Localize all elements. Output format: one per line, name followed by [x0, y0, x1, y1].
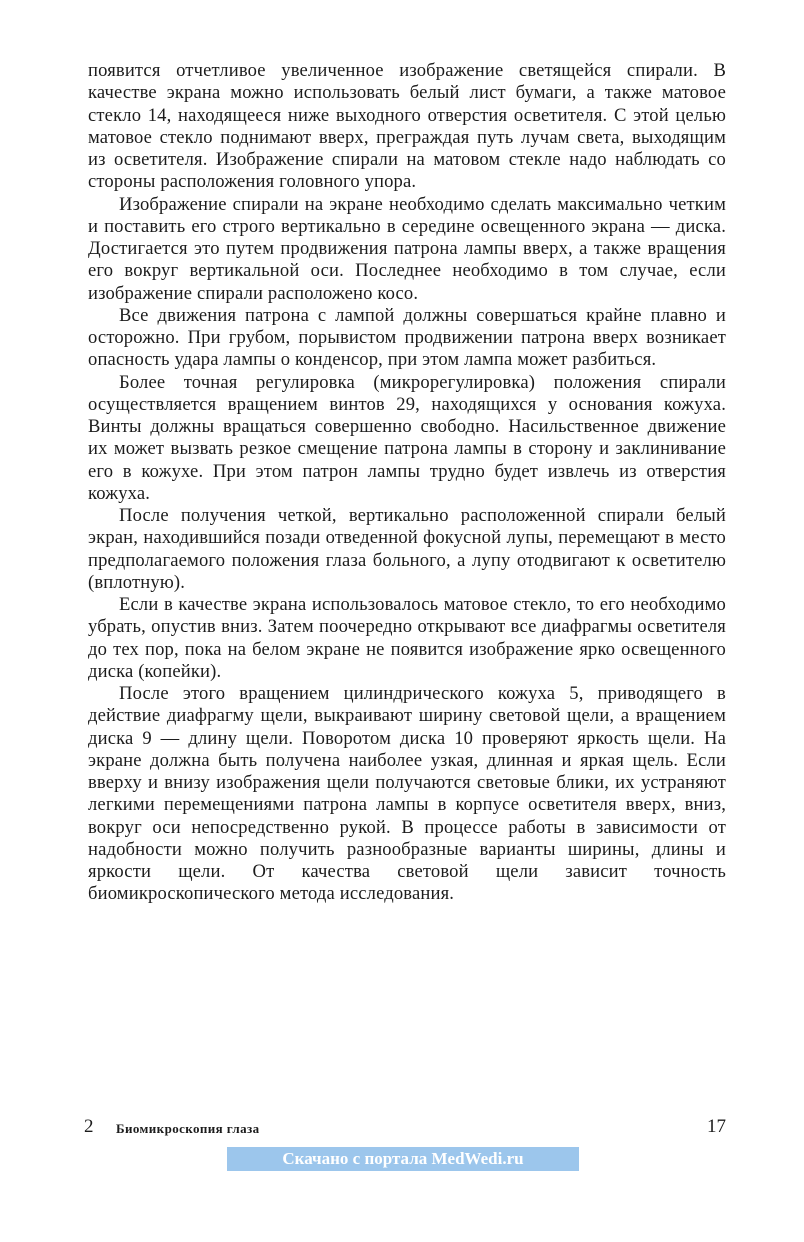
signature-number: 2	[84, 1116, 94, 1137]
page-body	[88, 60, 726, 906]
signature-title: Биомикроскопия глаза	[116, 1121, 260, 1136]
paragraph-3: Все движения патрона с лампой должны совершаться крайне плавно и осторожно. При грубом, порывистом продвижении патрона вверх возникает опасность удара лампы о конденсор, при этом лампа может разбиться.	[88, 304, 726, 371]
paragraph-6: Если в качестве экрана использовалось матовое стекло, то его необходимо убрать, опустив вниз. Затем поочередно открывают все диафрагмы осветителя до тех пор, пока на белом экране не появится изображение ярко освещенного диска (копейки).	[88, 594, 726, 682]
paragraph-4: Более точная регулировка (микрорегулировка) положения спирали осуществляется вращением винтов 29, находящихся у основания кожуха. Винты должны вращаться совершенно свободно. Насильственное движение их может вызвать резкое смещение патрона лампы в сторону и заклинивание его в кожухе. При этом патрон лампы трудно будет извлечь из отверстия кожуха.	[88, 371, 726, 504]
page-number: 17	[707, 1116, 726, 1137]
download-watermark-banner: Скачано с портала MedWedi.ru	[227, 1147, 579, 1171]
page-footer	[84, 1116, 726, 1140]
paragraph-2: Изображение спирали на экране необходимо сделать максимально четким и поставить его строго вертикально в середине освещенного экрана — диска. Достигается это путем продвижения патрона лампы вверх, а также вращения его вокруг вертикальной оси. Последнее необходимо в том случае, если изображение спирали расположено косо.	[88, 193, 726, 304]
paragraph-5: После получения четкой, вертикально расположенной спирали белый экран, находившийся позади отведенной фокусной лупы, перемещают в место предполагаемого положения глаза больного, а лупу отодвигают к осветителю (вплотную).	[88, 505, 726, 593]
paragraph-1: появится отчетливое увеличенное изображение светящейся спирали. В качестве экрана можно использовать белый лист бумаги, а также матовое стекло 14, находящееся ниже выходного отверстия осветителя. С этой целью матовое стекло поднимают вверх, преграждая путь лучам света, выходящим из осветителя. Изображение спирали на матовом стекле надо наблюдать со стороны расположения головного упора.	[88, 60, 726, 193]
paragraph-7: После этого вращением цилиндрического кожуха 5, приводящего в действие диафрагму щели, выкраивают ширину световой щели, а вращением диска 9 — длину щели. Поворотом диска 10 проверяют яркость щели. На экране должна быть получена наиболее узкая, длинная и яркая щель. Если вверху и внизу изображения щели получаются световые блики, их устраняют легкими перемещениями патрона лампы в корпусе осветителя вверх, вниз, вокруг оси непосредственно рукой. В процессе работы в зависимости от надобности можно получить разнообразные варианты ширины, длины и яркости щели. От качества световой щели зависит точность биомикроскопического метода исследования.	[88, 683, 726, 905]
